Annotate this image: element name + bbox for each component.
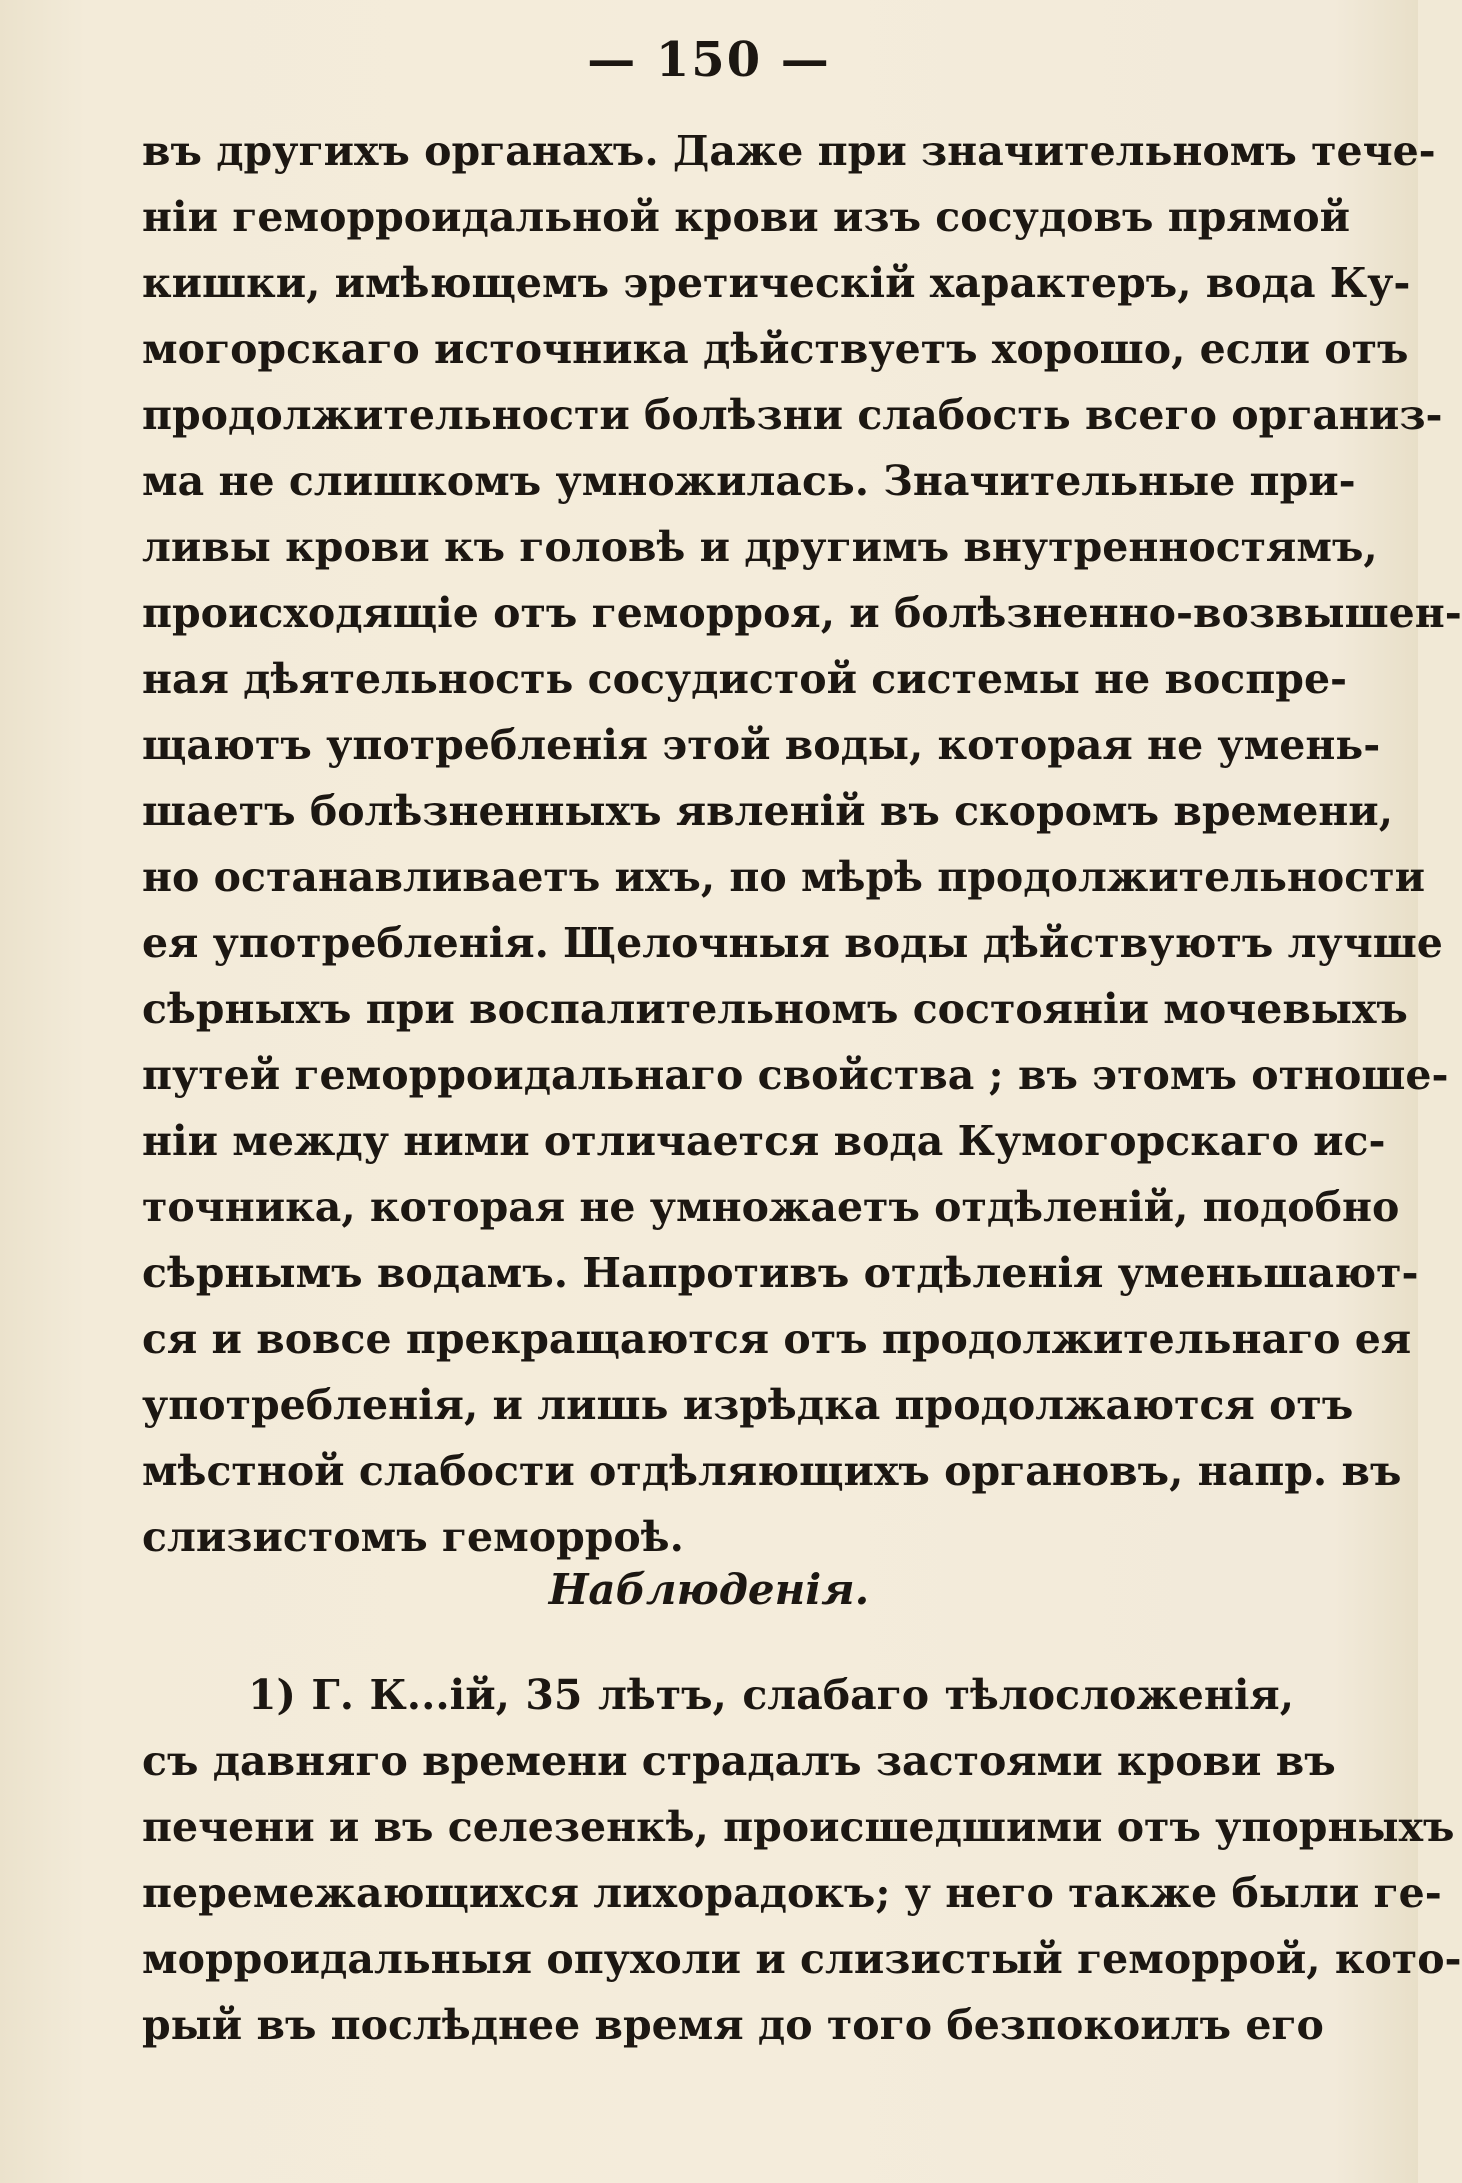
text-line: въ другихъ органахъ. Даже при значительномъ тече- (142, 127, 1436, 175)
text-line: продолжительности болѣзни слабость всего организ- (142, 391, 1443, 439)
text-line: сѣрныхъ при воспалительномъ состояніи мочевыхъ (142, 985, 1408, 1033)
text-line: ма не слишкомъ умножилась. Значительные при- (142, 457, 1356, 505)
text-line: щаютъ употребленія этой воды, которая не умень- (142, 721, 1381, 769)
text-line: но останавливаетъ ихъ, по мѣрѣ продолжительности (142, 853, 1426, 901)
text-line: печени и въ селезенкѣ, происшедшими отъ упорныхъ (142, 1803, 1455, 1851)
section-heading: Наблюденія. (548, 1565, 870, 1614)
text-line: ная дѣятельность сосудистой системы не воспре- (142, 655, 1348, 703)
text-line: слизистомъ геморроѣ. (142, 1513, 684, 1561)
page-number: — 150 — (587, 32, 831, 88)
text-line: кишки, имѣющемъ эретическій характеръ, вода Ку- (142, 259, 1411, 307)
text-line: употребленія, и лишь изрѣдка продолжаются отъ (142, 1381, 1354, 1429)
text-line: происходящіе отъ геморроя, и болѣзненно-возвышен- (142, 589, 1462, 637)
text-line: 1) Г. К...ій, 35 лѣтъ, слабаго тѣлосложенія, (248, 1671, 1294, 1719)
text-line: перемежающихся лихорадокъ; у него также были ге- (142, 1869, 1442, 1917)
text-line: ся и вовсе прекращаются отъ продолжительнаго ея (142, 1315, 1412, 1363)
text-line: мѣстной слабости отдѣляющихъ органовъ, напр. въ (142, 1447, 1402, 1495)
text-line: путей геморроидальнаго свойства ; въ этомъ отноше- (142, 1051, 1449, 1099)
text-line: морроидальныя опухоли и слизистый геморрой, кото- (142, 1935, 1462, 1983)
text-line: ливы крови къ головѣ и другимъ внутренностямъ, (142, 523, 1378, 571)
observation-paragraph (142, 1662, 1462, 2058)
text-line: шаетъ болѣзненныхъ явленій въ скоромъ времени, (142, 787, 1393, 835)
text-line: рый въ послѣднее время до того безпокоилъ его (142, 2001, 1324, 2049)
main-paragraph (142, 118, 1462, 1570)
text-line: сѣрнымъ водамъ. Напротивъ отдѣленія уменьшают- (142, 1249, 1419, 1297)
text-line: ея употребленія. Щелочныя воды дѣйствуютъ лучше (142, 919, 1443, 967)
text-line: точника, которая не умножаетъ отдѣленій, подобно (142, 1183, 1400, 1231)
text-line: могорскаго источника дѣйствуетъ хорошо, если отъ (142, 325, 1409, 373)
text-line: ніи между ними отличается вода Кумогорскаго ис- (142, 1117, 1386, 1165)
text-line: ніи геморроидальной крови изъ сосудовъ прямой (142, 193, 1351, 241)
text-line: съ давняго времени страдалъ застоями крови въ (142, 1737, 1336, 1785)
